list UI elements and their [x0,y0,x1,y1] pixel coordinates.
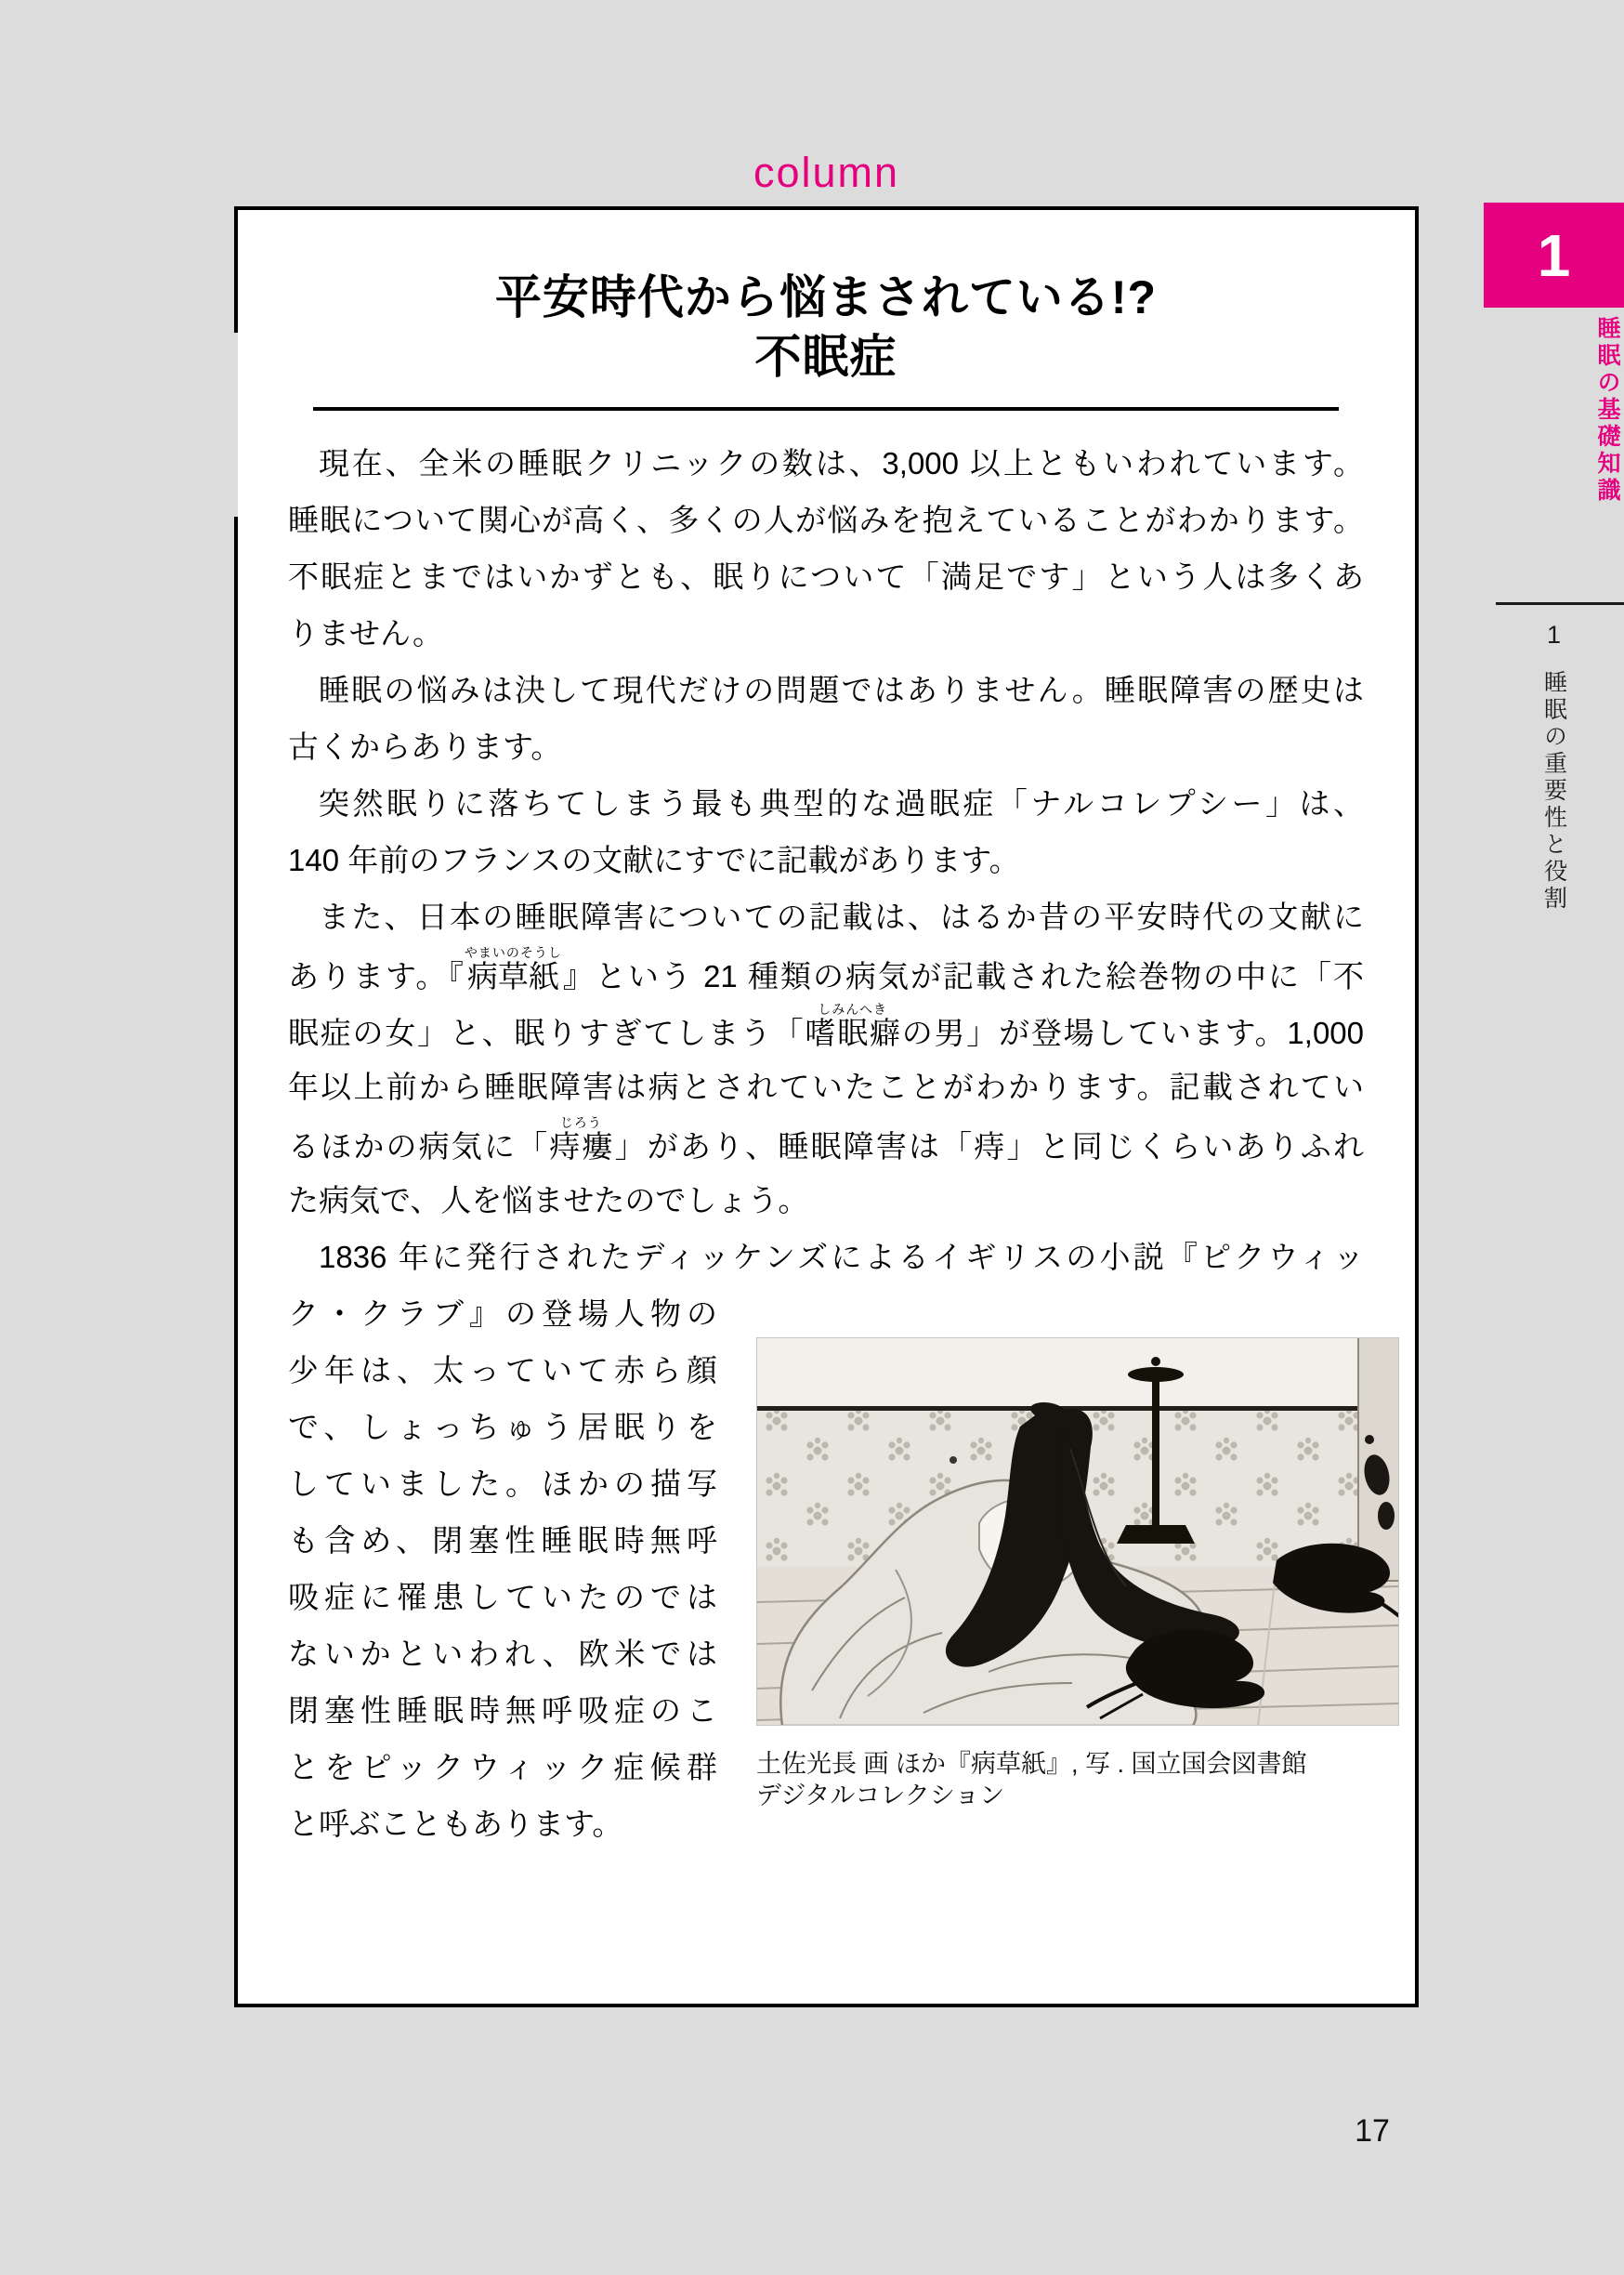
text-line: 眠症の女」と、眠りすぎてしまう「嗜眠癖しみんへきの男」が登場しています。1,000 [288,1002,1364,1050]
text-line: 突然眠りに落ちてしまう最も典型的な過眠症「ナルコレプシー」は、 [319,786,1364,821]
figure-caption-line2: デジタルコレクション [756,1782,1005,1809]
page-number: 17 [1355,2113,1390,2149]
chapter-tab [1484,203,1624,308]
frame-border-gap [234,333,238,517]
body-text [288,435,1364,1285]
text-line: で、しょっちゅう居眠りを [288,1410,717,1444]
media-row [288,1285,1364,1852]
text-line: も含め、閉塞性睡眠時無呼 [288,1523,717,1558]
heian-scroll-painting [756,1337,1399,1726]
figure-caption-line1: 土佐光長 画 ほか『病草紙』, 写 . 国立国会図書館 [756,1750,1307,1778]
text-line: 睡眠の悩みは決して現代だけの問題ではありません。睡眠障害の歴史は [319,673,1364,707]
figure-block [756,1337,1399,1811]
text-line: ないかといわれ、欧米では [288,1637,717,1671]
text-line: 不眠症とまではいかずとも、眠りについて「満足です」という人は多くあ [288,559,1364,594]
text-line: 睡眠について関心が高く、多くの人が悩みを抱えていることがわかります。 [288,503,1364,537]
article-title-line2: 不眠症 [754,331,897,383]
text-line: また、日本の睡眠障害についての記載は、はるか昔の平安時代の文献に [319,900,1364,934]
text-line: 吸症に罹患していたのでは [288,1580,717,1614]
text-line: 古くからあります。 [288,730,562,764]
section-number: 1 [1546,621,1562,649]
section-title: 睡眠の重要性と役割 [1540,670,1567,913]
chapter-number: 1 [1537,221,1571,289]
section-tab [1484,621,1624,913]
text-line: あります。『病草紙やまいのそうし』という 21 種類の病気が記載された絵巻物の中に「不 [288,945,1364,993]
chapter-title: 睡眠の基礎知識 [1594,316,1620,505]
text-line: 少年は、太っていて赤ら顔 [288,1353,717,1387]
text-line: りません。 [288,616,443,651]
text-line: ク・クラブ』の登場人物の [288,1296,717,1331]
text-line: と呼ぶこともあります。 [288,1807,623,1841]
text-line: 現在、全米の睡眠クリニックの数は、3,000 以上ともいわれています。 [319,446,1364,480]
text-line: 年以上前から睡眠障害は病とされていたことがわかります。記載されてい [288,1070,1364,1104]
text-line: た病気で、人を悩ませたのでしょう。 [288,1183,809,1217]
article-frame [234,206,1419,2007]
text-line: 140 年前のフランスの文献にすでに記載があります。 [288,843,1020,877]
text-line: とをピックウィック症候群 [288,1750,717,1784]
article-title-line1: 平安時代から悩まされている!? [494,271,1158,323]
text-line: 1836 年に発行されたディッケンズによるイギリスの小説『ピクウィッ [319,1240,1364,1274]
column-label: column [753,149,900,196]
article-content [238,210,1415,1852]
text-line: 閉塞性睡眠時無呼吸症のこ [288,1693,717,1728]
figure-caption [756,1748,1399,1811]
text-line: るほかの病気に「痔瘻じろう」があり、睡眠障害は「痔」と同じくらいありふれ [288,1115,1364,1164]
text-line: していました。ほかの描写 [288,1466,717,1501]
side-text-column [288,1285,717,1852]
title-divider [313,407,1339,411]
article-title [288,268,1364,387]
painting-screen-panel [1358,1337,1399,1581]
section-divider [1496,602,1624,605]
